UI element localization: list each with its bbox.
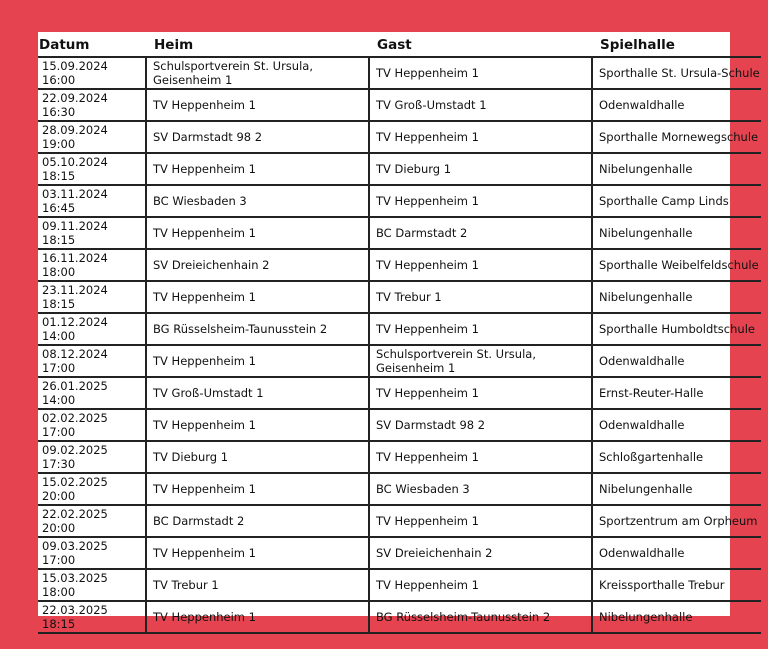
table-row xyxy=(38,121,761,153)
match-time: 20:00 xyxy=(42,521,76,535)
guest-team-cell: SV Dreieichenhain 2 xyxy=(369,537,592,569)
home-team-cell: TV Heppenheim 1 xyxy=(146,345,369,377)
table-body xyxy=(38,57,761,633)
match-time: 18:00 xyxy=(42,265,76,279)
match-date: 08.12.2024 xyxy=(42,347,108,361)
home-team-cell: BC Wiesbaden 3 xyxy=(146,185,369,217)
match-date: 03.11.2024 xyxy=(42,187,108,201)
match-time: 18:15 xyxy=(42,233,76,247)
venue-cell: Odenwaldhalle xyxy=(592,537,761,569)
date-cell xyxy=(38,377,146,409)
table-row xyxy=(38,89,761,121)
match-time: 17:00 xyxy=(42,361,76,375)
home-team-cell: SV Dreieichenhain 2 xyxy=(146,249,369,281)
match-time: 18:15 xyxy=(42,169,76,183)
table-row xyxy=(38,249,761,281)
header-guest: Gast xyxy=(369,32,592,57)
guest-team-cell: TV Trebur 1 xyxy=(369,281,592,313)
date-cell xyxy=(38,601,146,633)
home-team-cell: TV Dieburg 1 xyxy=(146,441,369,473)
match-date: 15.09.2024 xyxy=(42,59,108,73)
match-time: 17:00 xyxy=(42,425,76,439)
date-cell xyxy=(38,473,146,505)
table-row xyxy=(38,569,761,601)
guest-team-cell: TV Heppenheim 1 xyxy=(369,249,592,281)
match-date: 28.09.2024 xyxy=(42,123,108,137)
header-home: Heim xyxy=(146,32,369,57)
home-team-cell: TV Trebur 1 xyxy=(146,569,369,601)
table-row xyxy=(38,441,761,473)
venue-cell: Sporthalle Humboldtschule xyxy=(592,313,761,345)
date-cell xyxy=(38,441,146,473)
table-header xyxy=(38,32,761,57)
venue-cell: Odenwaldhalle xyxy=(592,89,761,121)
match-date: 15.02.2025 xyxy=(42,475,108,489)
venue-cell: Sporthalle Mornewegschule xyxy=(592,121,761,153)
table-row xyxy=(38,409,761,441)
table-row xyxy=(38,505,761,537)
date-cell xyxy=(38,505,146,537)
guest-team-cell: TV Dieburg 1 xyxy=(369,153,592,185)
guest-team-cell: TV Heppenheim 1 xyxy=(369,313,592,345)
match-time: 18:00 xyxy=(42,585,76,599)
home-team-cell: BC Darmstadt 2 xyxy=(146,505,369,537)
date-cell xyxy=(38,569,146,601)
date-cell xyxy=(38,313,146,345)
guest-team-cell: TV Heppenheim 1 xyxy=(369,505,592,537)
match-time: 18:15 xyxy=(42,297,76,311)
match-time: 17:00 xyxy=(42,553,76,567)
match-time: 14:00 xyxy=(42,329,76,343)
venue-cell: Odenwaldhalle xyxy=(592,345,761,377)
match-date: 15.03.2025 xyxy=(42,571,108,585)
home-team-cell: TV Heppenheim 1 xyxy=(146,601,369,633)
home-team-cell: TV Heppenheim 1 xyxy=(146,281,369,313)
match-date: 22.09.2024 xyxy=(42,91,108,105)
home-team-cell: Schulsportverein St. Ursula, Geisenheim 1 xyxy=(146,57,369,89)
date-cell xyxy=(38,217,146,249)
home-team-cell: TV Heppenheim 1 xyxy=(146,217,369,249)
home-team-cell: TV Heppenheim 1 xyxy=(146,89,369,121)
header-row xyxy=(38,32,761,57)
match-time: 16:30 xyxy=(42,105,76,119)
guest-team-cell: TV Heppenheim 1 xyxy=(369,441,592,473)
match-date: 01.12.2024 xyxy=(42,315,108,329)
date-cell xyxy=(38,89,146,121)
table-row xyxy=(38,345,761,377)
home-team-cell: SV Darmstadt 98 2 xyxy=(146,121,369,153)
table-row xyxy=(38,601,761,633)
match-time: 16:45 xyxy=(42,201,76,215)
table-row xyxy=(38,153,761,185)
guest-team-cell: TV Heppenheim 1 xyxy=(369,185,592,217)
venue-cell: Sportzentrum am Orpheum xyxy=(592,505,761,537)
table-row xyxy=(38,313,761,345)
venue-cell: Nibelungenhalle xyxy=(592,601,761,633)
date-cell xyxy=(38,409,146,441)
date-cell xyxy=(38,281,146,313)
home-team-cell: TV Heppenheim 1 xyxy=(146,409,369,441)
venue-cell: Nibelungenhalle xyxy=(592,281,761,313)
venue-cell: Sporthalle Camp Linds xyxy=(592,185,761,217)
guest-team-cell: BG Rüsselsheim-Taunusstein 2 xyxy=(369,601,592,633)
match-date: 22.03.2025 xyxy=(42,603,108,617)
match-time: 14:00 xyxy=(42,393,76,407)
schedule-card xyxy=(38,32,760,631)
guest-team-cell: TV Heppenheim 1 xyxy=(369,57,592,89)
guest-team-cell: TV Heppenheim 1 xyxy=(369,121,592,153)
date-cell xyxy=(38,249,146,281)
venue-cell: Nibelungenhalle xyxy=(592,217,761,249)
match-date: 09.02.2025 xyxy=(42,443,108,457)
schedule-table xyxy=(38,32,761,634)
match-date: 09.11.2024 xyxy=(42,219,108,233)
guest-team-cell: SV Darmstadt 98 2 xyxy=(369,409,592,441)
date-cell xyxy=(38,345,146,377)
home-team-cell: BG Rüsselsheim-Taunusstein 2 xyxy=(146,313,369,345)
table-row xyxy=(38,217,761,249)
guest-team-cell: TV Groß-Umstadt 1 xyxy=(369,89,592,121)
match-date: 23.11.2024 xyxy=(42,283,108,297)
home-team-cell: TV Heppenheim 1 xyxy=(146,537,369,569)
guest-team-cell: TV Heppenheim 1 xyxy=(369,569,592,601)
venue-cell: Sporthalle St. Ursula-Schule xyxy=(592,57,761,89)
guest-team-cell: Schulsportverein St. Ursula, Geisenheim 1 xyxy=(369,345,592,377)
home-team-cell: TV Heppenheim 1 xyxy=(146,153,369,185)
header-venue: Spielhalle xyxy=(592,32,761,57)
match-date: 05.10.2024 xyxy=(42,155,108,169)
table-row xyxy=(38,57,761,89)
table-row xyxy=(38,185,761,217)
header-date: Datum xyxy=(38,32,146,57)
date-cell xyxy=(38,537,146,569)
venue-cell: Sporthalle Weibelfeldschule xyxy=(592,249,761,281)
match-time: 19:00 xyxy=(42,137,76,151)
table-row xyxy=(38,377,761,409)
match-time: 17:30 xyxy=(42,457,76,471)
match-date: 16.11.2024 xyxy=(42,251,108,265)
match-time: 18:15 xyxy=(42,617,76,631)
match-time: 16:00 xyxy=(42,73,76,87)
match-date: 22.02.2025 xyxy=(42,507,108,521)
venue-cell: Ernst-Reuter-Halle xyxy=(592,377,761,409)
home-team-cell: TV Heppenheim 1 xyxy=(146,473,369,505)
match-time: 20:00 xyxy=(42,489,76,503)
match-date: 09.03.2025 xyxy=(42,539,108,553)
date-cell xyxy=(38,185,146,217)
venue-cell: Kreissporthalle Trebur xyxy=(592,569,761,601)
date-cell xyxy=(38,57,146,89)
table-row xyxy=(38,281,761,313)
match-date: 02.02.2025 xyxy=(42,411,108,425)
table-row xyxy=(38,537,761,569)
table-row xyxy=(38,473,761,505)
home-team-cell: TV Groß-Umstadt 1 xyxy=(146,377,369,409)
venue-cell: Odenwaldhalle xyxy=(592,409,761,441)
date-cell xyxy=(38,121,146,153)
guest-team-cell: TV Heppenheim 1 xyxy=(369,377,592,409)
date-cell xyxy=(38,153,146,185)
guest-team-cell: BC Darmstadt 2 xyxy=(369,217,592,249)
guest-team-cell: BC Wiesbaden 3 xyxy=(369,473,592,505)
match-date: 26.01.2025 xyxy=(42,379,108,393)
venue-cell: Nibelungenhalle xyxy=(592,153,761,185)
venue-cell: Schloßgartenhalle xyxy=(592,441,761,473)
venue-cell: Nibelungenhalle xyxy=(592,473,761,505)
